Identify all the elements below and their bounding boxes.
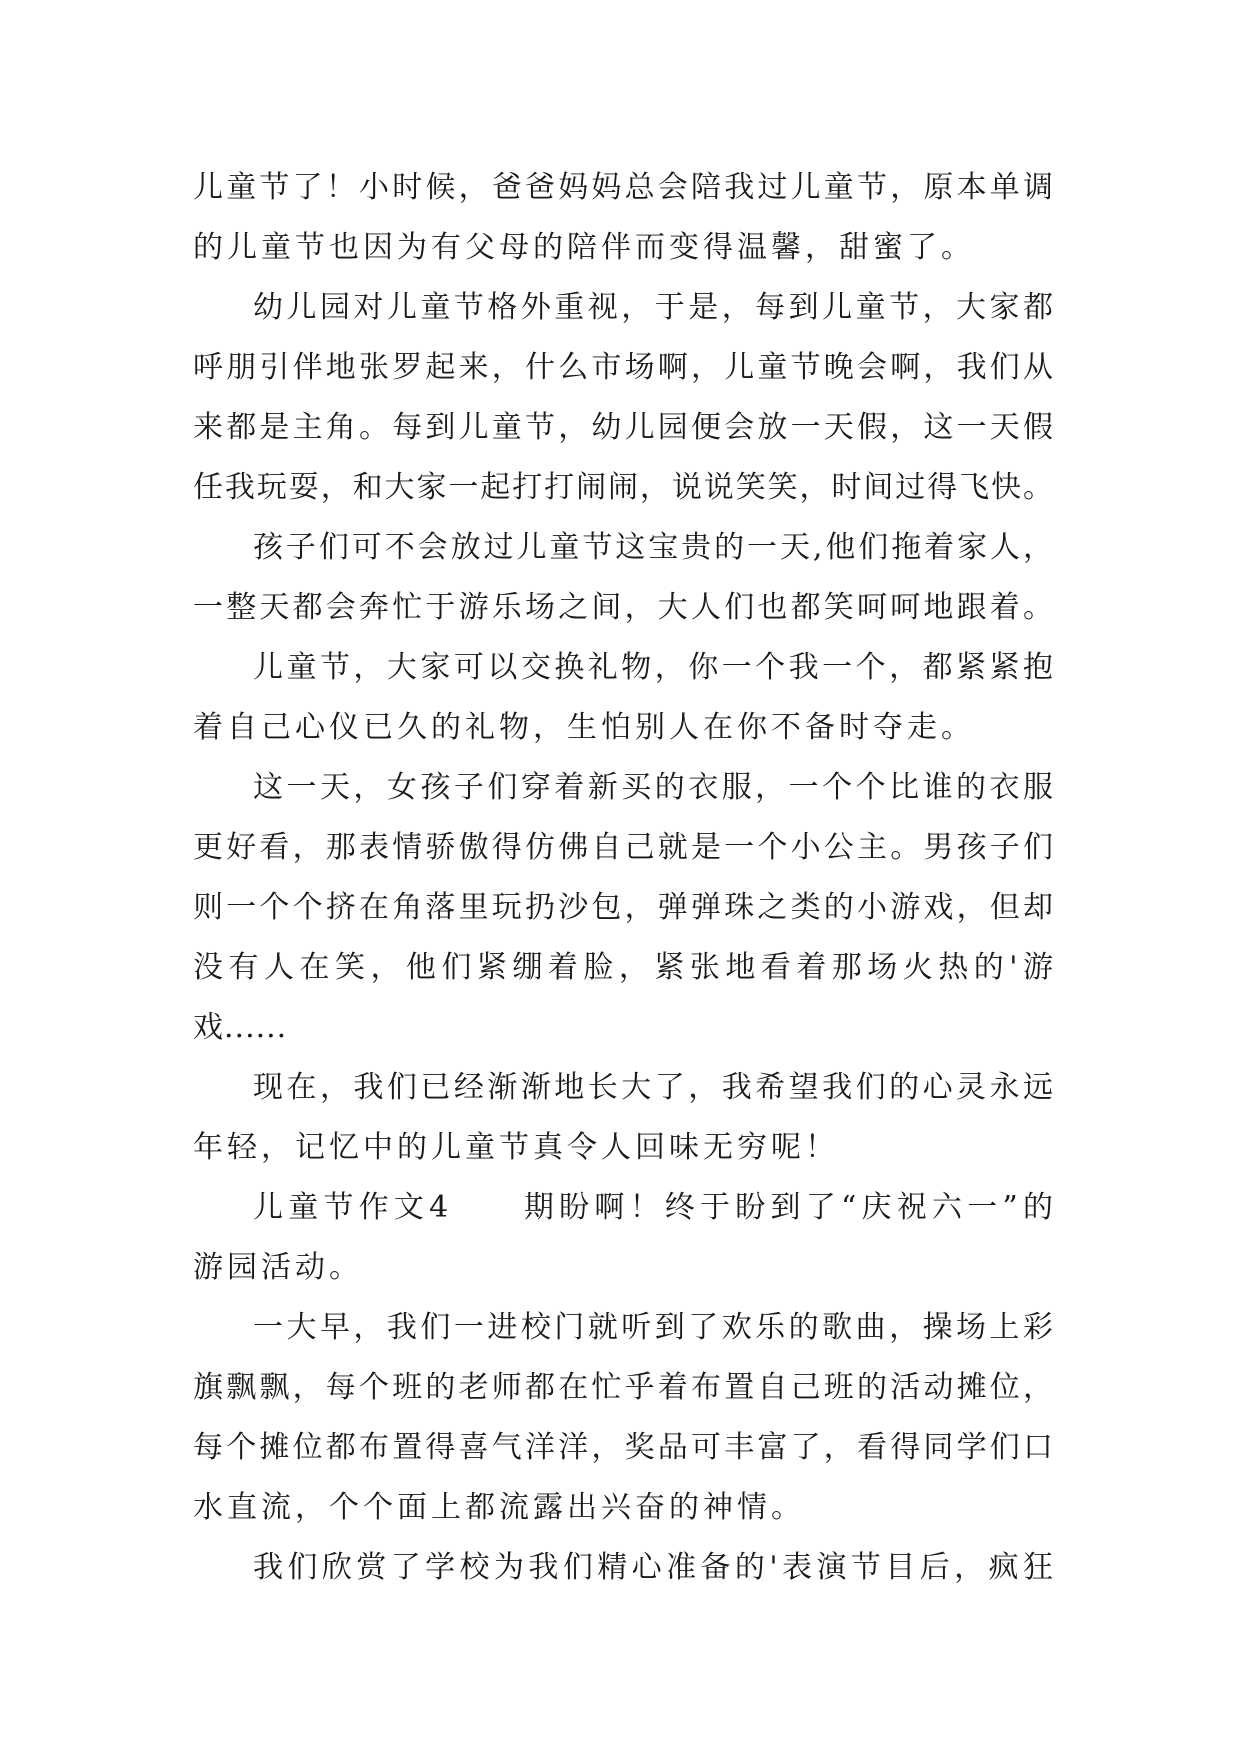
text-line: 现在，我们已经渐渐地长大了，我希望我们的心灵永远 <box>253 1070 1053 1105</box>
text-line: 儿童节了！小时候，爸爸妈妈总会陪我过儿童节，原本单调 <box>193 170 1053 205</box>
text-line: 一整天都会奔忙于游乐场之间，大人们也都笑呵呵地跟着。 <box>193 590 1053 625</box>
heading-line: 儿童节作文4 期盼啊！终于盼到了“庆祝六一”的 <box>253 1190 1053 1225</box>
text-line: 幼儿园对儿童节格外重视，于是，每到儿童节，大家都 <box>253 290 1053 325</box>
text-line: 这一天，女孩子们穿着新买的衣服，一个个比谁的衣服 <box>253 770 1053 805</box>
text-line: 更好看，那表情骄傲得仿佛自己就是一个小公主。男孩子们 <box>193 830 1053 865</box>
text-line: 游园活动。 <box>193 1250 363 1285</box>
text-line: 年轻，记忆中的儿童节真令人回味无穷呢！ <box>193 1130 839 1165</box>
text-line: 来都是主角。每到儿童节，幼儿园便会放一天假，这一天假 <box>193 410 1053 445</box>
text-line: 我们欣赏了学校为我们精心准备的'表演节目后，疯狂 <box>253 1550 1053 1585</box>
text-line: 旗飘飘，每个班的老师都在忙乎着布置自己班的活动摊位， <box>193 1370 1053 1405</box>
text-line: 每个摊位都布置得喜气洋洋，奖品可丰富了，看得同学们口 <box>193 1430 1053 1465</box>
text-line: 呼朋引伴地张罗起来，什么市场啊，儿童节晚会啊，我们从 <box>193 350 1053 385</box>
text-line: 则一个个挤在角落里玩扔沙包，弹弹珠之类的小游戏，但却 <box>193 890 1053 925</box>
body-text <box>193 158 1053 1598</box>
text-line: 没有人在笑，他们紧绷着脸，紧张地看着那场火热的'游 <box>193 950 1053 985</box>
text-line: 孩子们可不会放过儿童节这宝贵的一天,他们拖着家人， <box>253 530 1053 565</box>
text-line: 着自己心仪已久的礼物，生怕别人在你不备时夺走。 <box>193 710 975 745</box>
text-line: 戏...... <box>193 1010 288 1045</box>
text-line: 的儿童节也因为有父母的陪伴而变得温馨，甜蜜了。 <box>193 230 975 265</box>
text-line: 任我玩耍，和大家一起打打闹闹，说说笑笑，时间过得飞快。 <box>193 470 1053 505</box>
text-line: 水直流，个个面上都流露出兴奋的神情。 <box>193 1490 805 1525</box>
text-line: 儿童节，大家可以交换礼物，你一个我一个，都紧紧抱 <box>253 650 1053 685</box>
text-line: 一大早，我们一进校门就听到了欢乐的歌曲，操场上彩 <box>253 1310 1053 1345</box>
